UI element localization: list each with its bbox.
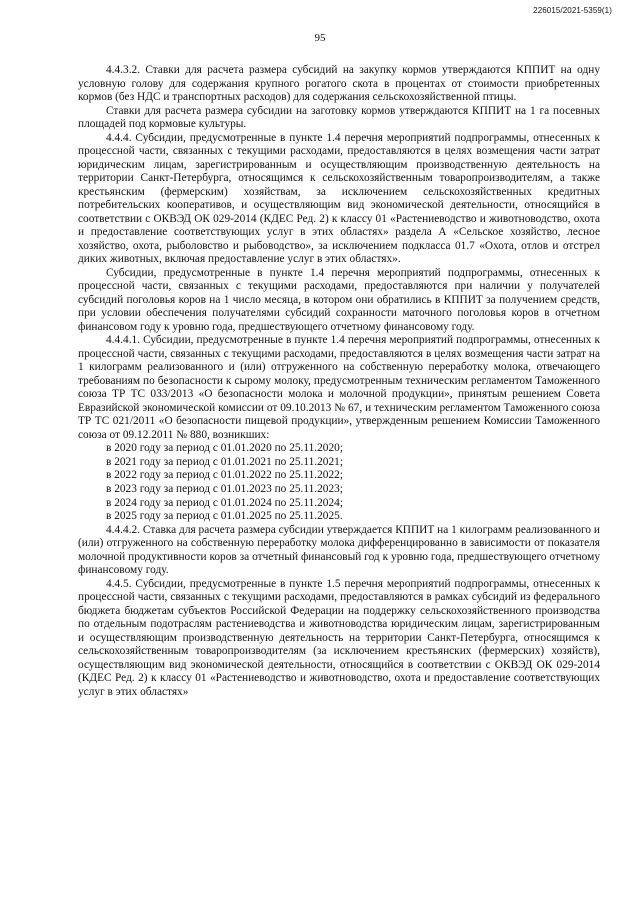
period-item-2025: в 2025 году за период с 01.01.2025 по 25.11.2025. bbox=[106, 510, 343, 523]
paragraph-4-4-4: 4.4.4. Субсидии, предусмотренные в пункте 1.4 перечня мероприятий подпрограммы, отнесенных к процессной части, связанных с текущими расходами, предоставляются в целях возмещения части затрат юридическим лицам, зарегистрированным и осуществляющим производственную деятельность на территории Санкт-Петербурга, относящимся к сельскохозяйственным товаропроизводителям, а также крестьянским (фермерским) хозяйствам, за исключением сельскохозяйственных кредитных потребительских кооперативов, и осуществляющим вид экономической деятельности, относящийся в соответствии с ОКВЭД ОК 029-2014 (КДЕС Ред. 2) к классу 01 «Растениеводство и животноводство, охота и предоставление соответствующих услуг в этих областях» раздела А «Сельское хозяйство, лесное хозяйство, охота, рыболовство и рыбоводство», за исключением подкласса 01.7 «Охота, отлов и отстрел диких животных, включая предоставление услуг в этих областях». bbox=[78, 131, 600, 266]
page-number: 95 bbox=[314, 32, 326, 44]
period-item-2023: в 2023 году за период с 01.01.2023 по 25.11.2023; bbox=[106, 482, 343, 495]
document-body bbox=[78, 64, 600, 699]
document-id: 226015/2021-5359(1) bbox=[533, 6, 612, 15]
paragraph-4-4-5: 4.4.5. Субсидии, предусмотренные в пункте 1.5 перечня мероприятий подпрограммы, отнесенных к процессной части, связанных с текущими расходами, предоставляются в рамках субсидий из федерального бюджета бюджетам субъектов Российской Федерации на поддержку сельскохозяйственного производства по отдельным подотраслям растениеводства и животноводства юридическим лицам, зарегистрированным и осуществляющим производственную деятельность на территории Санкт-Петербурга, относящимся к сельскохозяйственным товаропроизводителям (за исключением крестьянских (фермерских) хозяйств), осуществляющим вид экономической деятельности, относящийся в соответствии с ОКВЭД ОК 029-2014 (КДЕС Ред. 2) к классу 01 «Растениеводство и животноводство, охота и предоставление соответствующих услуг в этих областях» bbox=[78, 577, 600, 698]
paragraph-4-4-3-2: 4.4.3.2. Ставки для расчета размера субсидий на закупку кормов утверждаются КППИТ на одну условную голову для содержания крупного рогатого скота в процентах от стоимости приобретенных кормов (без НДС и транспортных расходов) для содержания сельскохозяйственной птицы. bbox=[78, 64, 600, 104]
period-list bbox=[78, 442, 600, 523]
paragraph-subsidy-conditions: Субсидии, предусмотренные в пункте 1.4 перечня мероприятий подпрограммы, отнесенных к процессной части, связанных с текущими расходами, предоставляются при наличии у получателей субсидий поголовья коров на 1 число месяца, в котором они обратились в КППИТ за получением средств, при условии обеспечения получателями субсидий сохранности маточного поголовья коров в отчетном финансовом году к уровню года, предшествующего отчетному финансовому году. bbox=[78, 266, 600, 333]
period-item-2021: в 2021 году за период с 01.01.2021 по 25.11.2021; bbox=[106, 455, 343, 468]
paragraph-4-4-4-1: 4.4.4.1. Субсидии, предусмотренные в пункте 1.4 перечня мероприятий подпрограммы, отнесенных к процессной части, связанных с текущими расходами, предоставляются в целях возмещения части затрат на 1 килограмм реализованного и (или) отгруженного на собственную переработку молока, отвечающего требованиям по безопасности к сырому молоку, предусмотренным техническим регламентом Таможенного союза ТР ТС 033/2013 «О безопасности молока и молочной продукции», принятым решением Совета Евразийской экономической комиссии от 09.10.2013 № 67, и техническим регламентом Таможенного союза ТР ТС 021/2011 «О безопасности пищевой продукции», утвержденным решением Комиссии Таможенного союза от 09.12.2011 № 880, возникших: bbox=[78, 334, 600, 441]
period-item-2022: в 2022 году за период с 01.01.2022 по 25.11.2022; bbox=[106, 469, 343, 482]
paragraph-feed-rates: Ставки для расчета размера субсидии на заготовку кормов утверждаются КППИТ на 1 га посевных площадей под кормовые культуры. bbox=[78, 104, 600, 131]
period-item-2024: в 2024 году за период с 01.01.2024 по 25.11.2024; bbox=[106, 496, 343, 509]
period-item-2020: в 2020 году за период с 01.01.2020 по 25.11.2020; bbox=[106, 442, 343, 455]
paragraph-4-4-4-2: 4.4.4.2. Ставка для расчета размера субсидии утверждается КППИТ на 1 килограмм реализованного и (или) отгруженного на собственную переработку молока дифференцированно в зависимости от показателя молочной продуктивности коров за отчетный финансовый год к уровню года, предшествующего отчетному финансовому году. bbox=[78, 523, 600, 577]
